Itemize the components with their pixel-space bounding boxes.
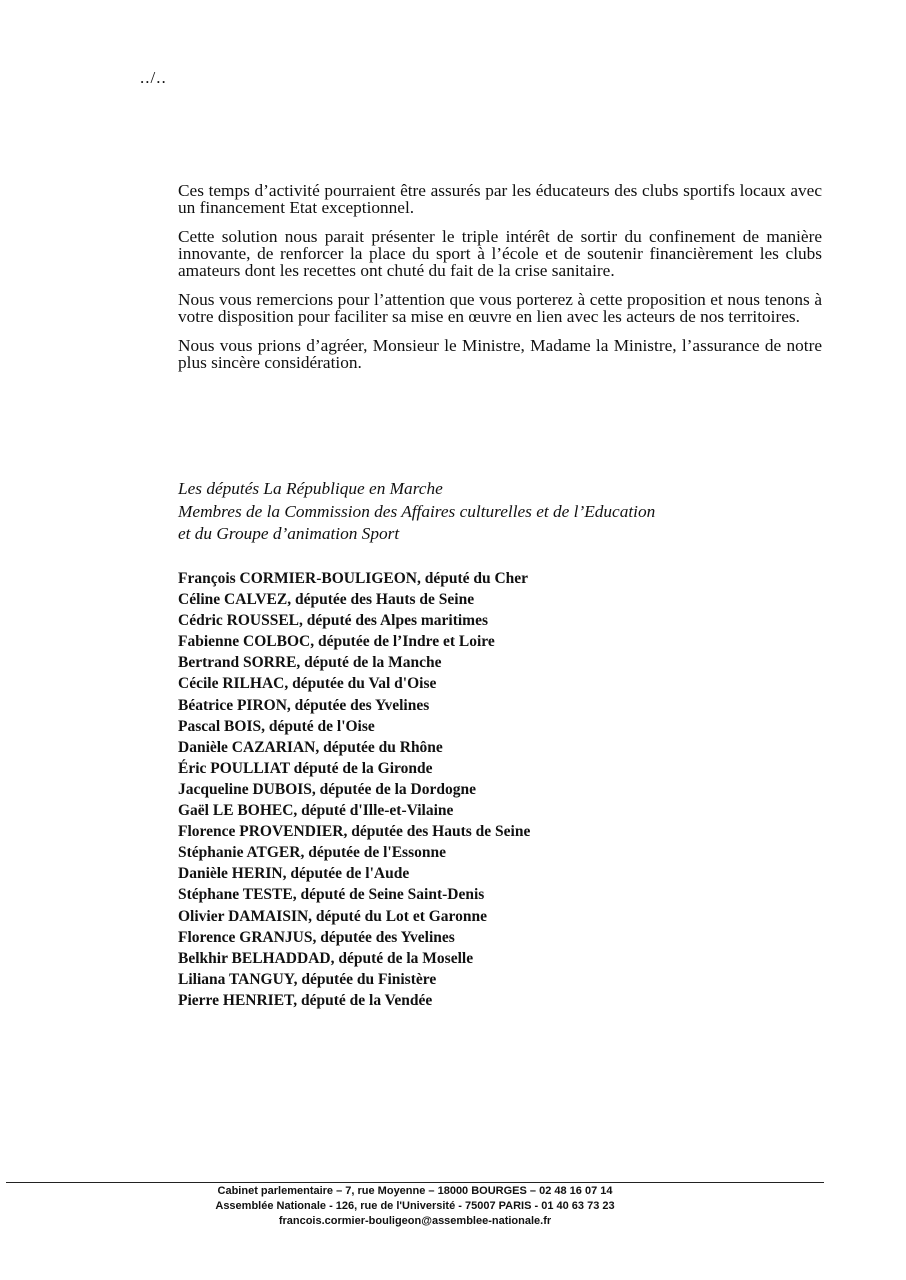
deputy-item: Cécile RILHAC, députée du Val d'Oise <box>178 675 437 693</box>
signature-line-group: Les députés La République en Marche <box>178 479 443 498</box>
footer-office-address: Cabinet parlementaire – 7, rue Moyenne – 18000 BOURGES – 02 48 16 07 14 <box>217 1185 613 1197</box>
signature-block <box>178 478 818 546</box>
paragraph-solution: Cette solution nous parait présenter le triple intérêt de sortir du confinement de manière innovante, de renforcer la place du sport à l’école et de soutenir financièrement les clubs amateurs dont les recettes ont chuté du fait de la crise sanitaire. <box>178 227 822 280</box>
deputy-item: Céline CALVEZ, députée des Hauts de Seine <box>178 591 475 609</box>
deputy-item: Florence PROVENDIER, députée des Hauts de Seine <box>178 823 531 841</box>
deputy-item: François CORMIER-BOULIGEON, député du Cher <box>178 570 529 587</box>
continuation-mark: ../.. <box>140 68 167 87</box>
deputy-item: Olivier DAMAISIN, député du Lot et Garonne <box>178 907 488 925</box>
signature-line-commission: Membres de la Commission des Affaires culturelles et de l’Education <box>178 501 656 521</box>
paragraph-activity: Ces temps d’activité pourraient être assurés par les éducateurs des clubs sportifs locaux avec un financement Etat exceptionnel. <box>178 181 822 217</box>
deputy-item: Cédric ROUSSEL, député des Alpes maritimes <box>178 612 488 630</box>
deputy-item: Danièle CAZARIAN, députée du Rhône <box>178 738 443 756</box>
deputy-item: Gaël LE BOHEC, député d'Ille-et-Vilaine <box>178 802 454 820</box>
letter-body <box>178 182 822 383</box>
deputy-item: Florence GRANJUS, députée des Yvelines <box>178 928 455 946</box>
paragraph-closing: Nous vous prions d’agréer, Monsieur le Ministre, Madame la Ministre, l’assurance de notre plus sincère considération. <box>178 336 822 372</box>
deputy-item: Fabienne COLBOC, députée de l’Indre et Loire <box>178 633 495 651</box>
signature-line-sport: et du Groupe d’animation Sport <box>178 524 400 543</box>
deputy-item: Bertrand SORRE, député de la Manche <box>178 654 442 672</box>
footer-email: francois.cormier-bouligeon@assemblee-nationale.fr <box>278 1215 552 1227</box>
paragraph-thanks: Nous vous remercions pour l’attention que vous porterez à cette proposition et nous tenons à votre disposition pour faciliter sa mise en œuvre en lien avec les acteurs de nos territoires. <box>178 290 822 326</box>
deputy-item: Stéphane TESTE, député de Seine Saint-Denis <box>178 886 485 904</box>
footer <box>6 1184 824 1229</box>
deputy-item: Pierre HENRIET, député de la Vendée <box>178 991 433 1009</box>
footer-divider <box>6 1182 824 1183</box>
deputy-item: Éric POULLIAT député de la Gironde <box>178 759 433 777</box>
deputy-item: Liliana TANGUY, députée du Finistère <box>178 970 437 988</box>
deputy-item: Jacqueline DUBOIS, députée de la Dordogne <box>178 780 476 798</box>
footer-assembly-address: Assemblée Nationale - 126, rue de l'Université - 75007 PARIS - 01 40 63 73 23 <box>215 1200 615 1212</box>
deputy-item: Béatrice PIRON, députée des Yvelines <box>178 696 430 714</box>
deputy-item: Belkhir BELHADDAD, député de la Moselle <box>178 949 474 967</box>
deputy-item: Pascal BOIS, député de l'Oise <box>178 717 375 735</box>
deputies-list <box>178 568 530 1011</box>
deputy-item: Danièle HERIN, députée de l'Aude <box>178 865 410 883</box>
deputy-item: Stéphanie ATGER, députée de l'Essonne <box>178 844 446 862</box>
